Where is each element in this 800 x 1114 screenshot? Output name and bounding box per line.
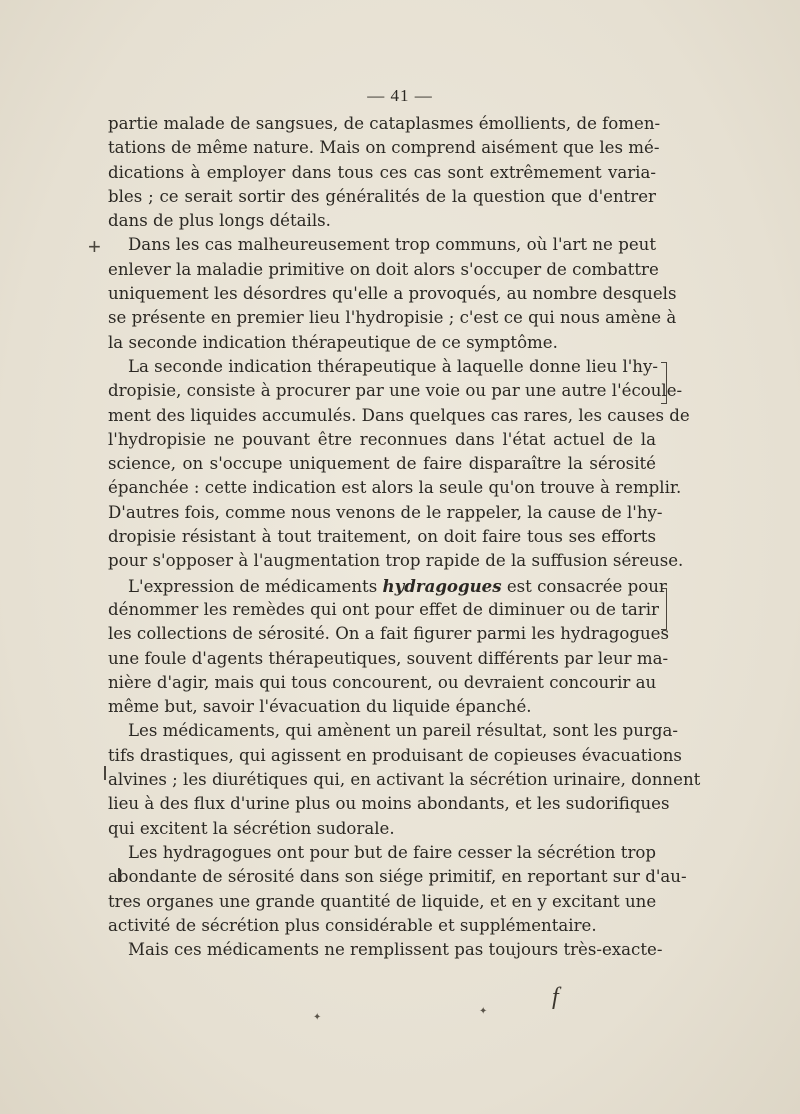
text-line: activité de sécrétion plus considérable et supplémentaire.: [108, 915, 597, 935]
text-line: uniquement les désordres qu'elle a provoqués, au nombre desquels: [108, 284, 677, 304]
text-line: dropisie, consiste à procurer par une voie ou par une autre l'écoule-: [108, 381, 683, 401]
text-line: se présente en premier lieu l'hydropisie ; c'est ce qui nous amène à: [108, 308, 677, 328]
ink-speck: ✦: [479, 1006, 488, 1017]
text-line: la seconde indication thérapeutique de ce symptôme.: [108, 332, 558, 352]
text-line: pour s'opposer à l'augmentation trop rapide de la suffusion séreuse.: [108, 551, 684, 571]
text-line: l'hydropisie ne pouvant être reconnues dans l'état actuel de la: [108, 429, 656, 449]
text-fragment: L'expression de médicaments: [128, 576, 383, 596]
text-line: D'autres fois, comme nous venons de le rappeler, la cause de l'hy-: [108, 502, 663, 522]
emphasized-term: hydragogues: [382, 575, 502, 596]
margin-plus-mark: +: [88, 234, 101, 259]
text-line: [108, 574, 667, 598]
text-line: Mais ces médicaments ne remplissent pas toujours très-exacte-: [128, 940, 663, 960]
margin-tick: [104, 766, 106, 780]
text-line: une foule d'agents thérapeutiques, souvent différents par leur ma-: [108, 648, 669, 668]
text-line: bles ; ce serait sortir des généralités de la question que d'entrer: [108, 186, 656, 206]
text-line: partie malade de sangsues, de cataplasmes émollients, de fomen-: [108, 114, 661, 133]
text-line: Les hydragogues ont pour but de faire cesser la sécrétion trop: [128, 842, 656, 862]
text-line: dans de plus longs détails.: [108, 211, 331, 231]
signature-mark: f: [552, 984, 559, 1010]
text-line: Les médicaments, qui amènent un pareil résultat, sont les purga-: [128, 721, 679, 741]
text-line: La seconde indication thérapeutique à laquelle donne lieu l'hy-: [128, 356, 658, 376]
text-line: alvines ; les diurétiques qui, en activant la sécrétion urinaire, donnent: [108, 770, 701, 790]
text-line: qui excitent la sécrétion sudorale.: [108, 818, 395, 838]
text-line: science, on s'occupe uniquement de faire disparaître la sérosité: [108, 454, 656, 474]
text-line: dications à employer dans tous ces cas sont extrêmement varia-: [108, 162, 656, 182]
text-line: lieu à des flux d'urine plus ou moins abondants, et les sudorifiques: [108, 794, 670, 814]
text-line: Dans les cas malheureusement trop communs, où l'art ne peut: [128, 235, 656, 255]
text-line: nière d'agir, mais qui tous concourent, ou devraient concourir au: [108, 672, 657, 692]
text-line: dénommer les remèdes qui ont pour effet de diminuer ou de tarir: [108, 599, 659, 619]
text-line: tations de même nature. Mais on comprend aisément que les mé-: [108, 138, 660, 158]
text-line: les collections de sérosité. On a fait figurer parmi les hydragogues: [108, 624, 670, 644]
text-line: tifs drastiques, qui agissent en produisant de copieuses évacuations: [108, 745, 682, 765]
page-number: — 41 —: [367, 86, 433, 105]
ink-speck: ✦: [313, 1012, 322, 1023]
text-line: épanchée : cette indication est alors la seule qu'on trouve à remplir.: [108, 478, 682, 498]
text-line: même but, savoir l'évacuation du liquide épanché.: [108, 697, 532, 717]
text-line: abondante de sérosité dans son siége primitif, en reportant sur d'au-: [108, 867, 687, 887]
text-line: ment des liquides accumulés. Dans quelques cas rares, les causes de: [108, 405, 690, 425]
text-line: enlever la maladie primitive on doit alors s'occuper de combattre: [108, 259, 659, 279]
text-line: tres organes une grande quantité de liquide, et en y excitant une: [108, 891, 657, 911]
text-line: dropisie résistant à tout traitement, on doit faire tous ses efforts: [108, 527, 656, 547]
text-fragment: est consacrée pour: [501, 576, 667, 596]
body-text: [108, 112, 701, 962]
